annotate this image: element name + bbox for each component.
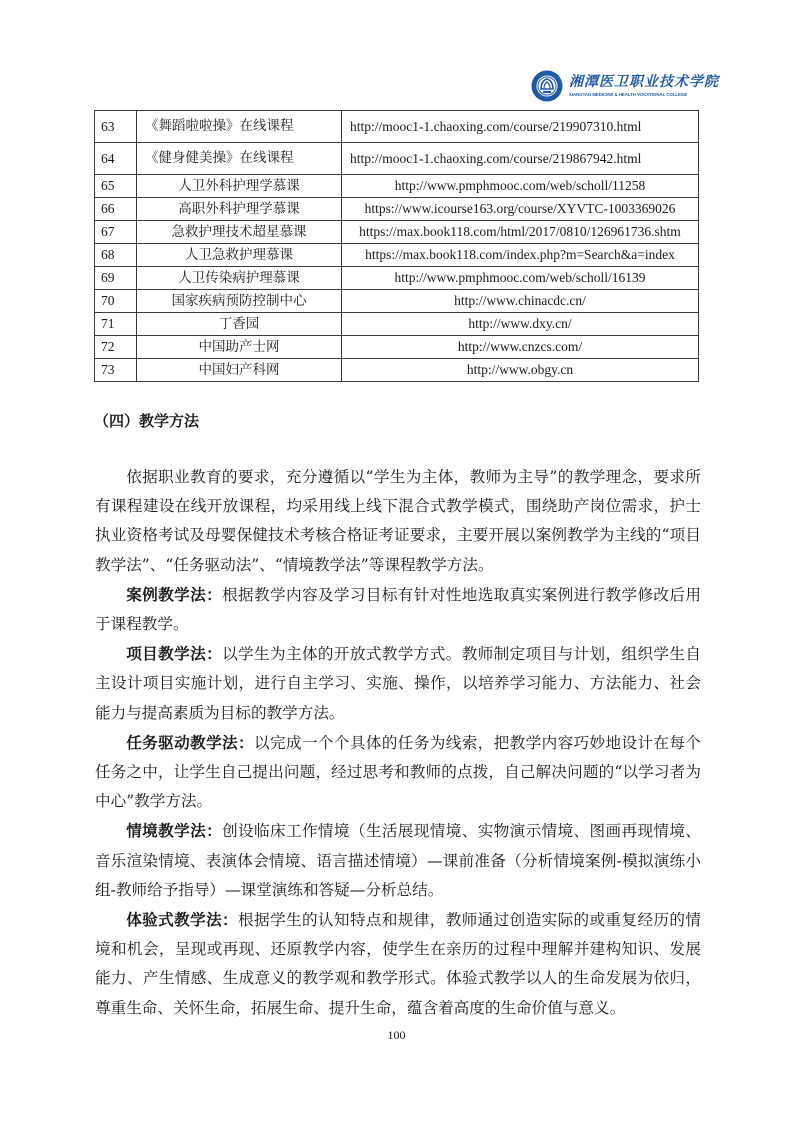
row-number: 69 bbox=[95, 267, 137, 290]
resource-url: http://www.obgy.cn bbox=[342, 359, 699, 382]
method-paragraph bbox=[95, 905, 701, 1023]
row-number: 65 bbox=[95, 175, 137, 198]
method-text: 创设临床工作情境（生活展现情境、实物演示情境、图画再现情境、音乐渲染情境、表演体会情境、语言描述情境）—课前准备（分析情境案例-模拟演练小组-教师给予指导）—课堂演练和答疑—分析总结。 bbox=[95, 822, 701, 899]
method-title: 情境教学法： bbox=[126, 821, 223, 841]
method-title: 案例教学法： bbox=[126, 584, 223, 604]
row-number: 70 bbox=[95, 290, 137, 313]
row-number: 67 bbox=[95, 221, 137, 244]
resource-url: http://www.pmphmooc.com/web/scholl/11258 bbox=[342, 175, 699, 198]
table-row bbox=[95, 198, 699, 221]
resource-name: 中国助产士网 bbox=[137, 336, 342, 359]
row-number: 71 bbox=[95, 313, 137, 336]
method-paragraph bbox=[95, 580, 701, 639]
row-number: 73 bbox=[95, 359, 137, 382]
table-row bbox=[95, 267, 699, 290]
college-seal-icon bbox=[531, 70, 563, 102]
resource-name: 中国妇产科网 bbox=[137, 359, 342, 382]
table-row bbox=[95, 359, 699, 382]
resource-name: 丁香园 bbox=[137, 313, 342, 336]
page-number: 100 bbox=[387, 1028, 406, 1042]
resource-url: http://www.chinacdc.cn/ bbox=[342, 290, 699, 313]
intro-paragraph: 依据职业教育的要求，充分遵循以“学生为主体，教师为主导”的教学理念，要求所有课程建设在线开放课程，均采用线上线下混合式教学模式，围绕助产岗位需求，护士执业资格考试及母婴保健技术考核合格证考证要求，主要开展以案例教学为主线的“项目教学法”、“任务驱动法”、“情境教学法”等课程教学方法。 bbox=[95, 468, 701, 574]
table-row bbox=[95, 313, 699, 336]
row-number: 64 bbox=[95, 143, 137, 175]
table-row bbox=[95, 336, 699, 359]
table-row bbox=[95, 143, 699, 175]
method-text: 根据学生的认知特点和规律，教师通过创造实际的或重复经历的情境和机会，呈现或再现、还原教学内容，使学生在亲历的过程中理解并建构知识、发展能力、产生情感、生成意义的教学观和教学形式。体验式教学以人的生命发展为依归，尊重生命、关怀生命，拓展生命、提升生命，蕴含着高度的生命价值与意义。 bbox=[95, 911, 701, 1017]
method-text: 根据教学内容及学习目标有针对性地选取真实案例进行教学修改后用于课程教学。 bbox=[95, 585, 701, 634]
resource-name: 国家疾病预防控制中心 bbox=[137, 290, 342, 313]
row-number: 63 bbox=[95, 111, 137, 143]
resource-name: 高职外科护理学慕课 bbox=[137, 198, 342, 221]
method-text: 以完成一个个具体的任务为线索，把教学内容巧妙地设计在每个任务之中，让学生自己提出问题，经过思考和教师的点拨，自己解决问题的“以学习者为中心”教学方法。 bbox=[95, 733, 701, 811]
table-row bbox=[95, 221, 699, 244]
resource-url: https://max.book118.com/index.php?m=Search&a=index bbox=[342, 244, 699, 267]
resource-url: https://www.icourse163.org/course/XYVTC-1003369026 bbox=[342, 198, 699, 221]
row-number: 68 bbox=[95, 244, 137, 267]
resource-url: http://www.cnzcs.com/ bbox=[342, 336, 699, 359]
resource-url: http://www.pmphmooc.com/web/scholl/16139 bbox=[342, 267, 699, 290]
resource-name: 《健身健美操》在线课程 bbox=[137, 143, 342, 175]
college-name-english: XIANGTAN MEDICINE & HEALTH VOCATIONAL COLLEGE bbox=[569, 92, 688, 97]
resource-name: 人卫急救护理慕课 bbox=[137, 244, 342, 267]
resource-links-table bbox=[94, 110, 699, 382]
method-paragraph bbox=[95, 728, 701, 817]
table-row bbox=[95, 290, 699, 313]
section-body bbox=[95, 463, 701, 1023]
method-text: 以学生为主体的开放式教学方式。教师制定项目与计划，组织学生自主设计项目实施计划，进行自主学习、实施、操作，以培养学习能力、方法能力、社会能力与提高素质为目标的教学方法。 bbox=[95, 645, 701, 722]
resource-url: http://mooc1-1.chaoxing.com/course/219867942.html bbox=[342, 143, 699, 175]
table-row bbox=[95, 244, 699, 267]
resource-url: https://max.book118.com/html/2017/0810/126961736.shtm bbox=[342, 221, 699, 244]
method-title: 体验式教学法： bbox=[126, 910, 239, 930]
resource-name: 急救护理技术超星慕课 bbox=[137, 221, 342, 244]
method-paragraph bbox=[95, 816, 701, 905]
row-number: 72 bbox=[95, 336, 137, 359]
method-title: 项目教学法： bbox=[126, 644, 223, 664]
method-title: 任务驱动教学法： bbox=[126, 732, 255, 752]
resource-url: http://mooc1-1.chaoxing.com/course/219907310.html bbox=[342, 111, 699, 143]
college-name: 湘潭医卫职业技术学院 bbox=[569, 74, 719, 90]
table-row bbox=[95, 111, 699, 143]
row-number: 66 bbox=[95, 198, 137, 221]
resource-name: 《舞蹈啦啦操》在线课程 bbox=[137, 111, 342, 143]
college-logo bbox=[531, 70, 719, 104]
resource-name: 人卫传染病护理慕课 bbox=[137, 267, 342, 290]
table-row bbox=[95, 175, 699, 198]
resource-name: 人卫外科护理学慕课 bbox=[137, 175, 342, 198]
resource-url: http://www.dxy.cn/ bbox=[342, 313, 699, 336]
method-paragraph bbox=[95, 639, 701, 728]
section-heading: （四）教学方法 bbox=[94, 412, 200, 430]
